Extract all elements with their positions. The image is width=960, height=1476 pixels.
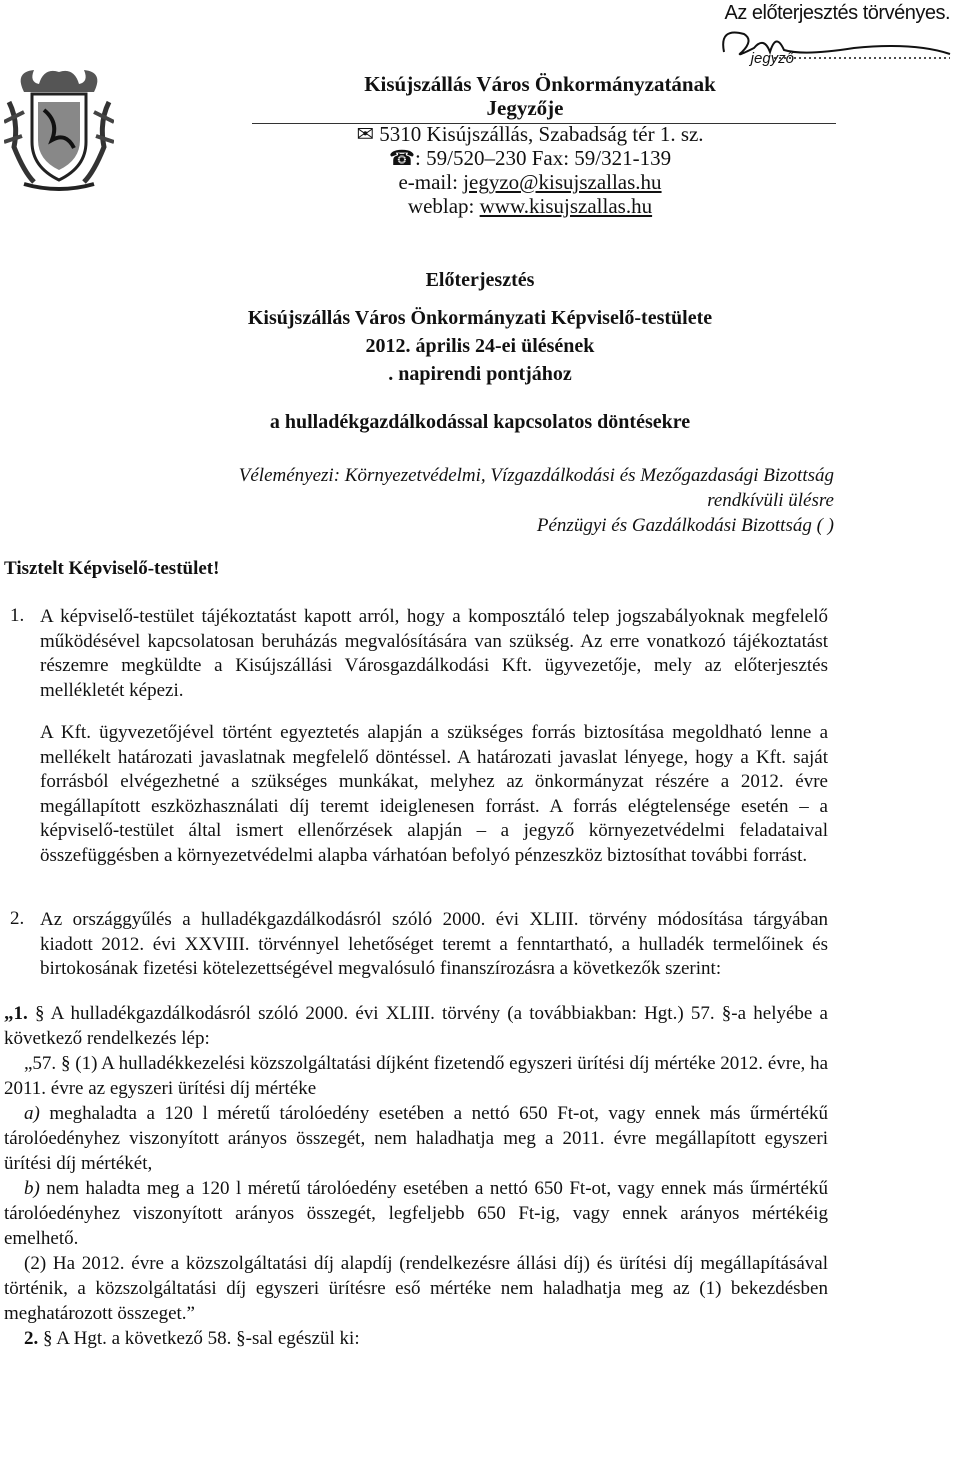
web-link[interactable]: www.kisujszallas.hu: [479, 194, 653, 218]
org-title: Jegyzője: [486, 96, 564, 120]
item1-number: 1.: [10, 605, 25, 626]
point-a: a) meghaladta a 120 l méretű tárolóedény esetében a nettó 650 Ft-ot, vagy ennek más űrmértékű tárolóedényhez viszonyított arányos összegét, nem haladhatja meg a 2011. évre megállapított egyszeri ürítési díj mértékét,: [4, 1103, 828, 1174]
letterhead-divider: [252, 123, 836, 124]
item2-para: Az országgyűlés a hulladékgazdálkodásról szóló 2000. évi XLIII. törvény módosítása tárgyában kiadott 2012. évi XXVIII. törvénnyel lehetőséget teremt a fenntartható, a hulladék termelőinek és birtokosának fizetési kötelezettségével megvalósuló finanszírozásra a következők szerint:: [40, 909, 828, 979]
mail-icon: ✉: [356, 122, 380, 146]
meeting-date: 2012. április 24-ei ülésének: [365, 335, 595, 357]
section2: 2. § A Hgt. a következő 58. §-sal egészül ki:: [24, 1328, 360, 1349]
greeting: Tisztelt Képviselő-testület!: [4, 558, 220, 579]
doc-type: Előterjesztés: [425, 269, 535, 291]
jegyzo-label: jegyző: [750, 50, 794, 67]
agenda-item: . napirendi pontjához: [388, 363, 572, 385]
opinion-line2: rendkívüli ülésre: [707, 490, 834, 511]
opinion-line3: Pénzügyi és Gazdálkodási Bizottság ( ): [536, 515, 834, 536]
paragraph-2: (2) Ha 2012. évre a közszolgáltatási díj alapdíj (rendelkezésre állási díj) és ürítési díj megállapításával történik, a közszolgáltatási díj egyszeri ürítésre eső mértéke nem haladhatja meg az (1) bekezdésben meghatározott összeget.”: [4, 1253, 828, 1324]
email-link[interactable]: jegyzo@kisujszallas.hu: [463, 170, 662, 194]
web-line: weblap: www.kisujszallas.hu: [407, 194, 653, 218]
phone-icon: ☎: [388, 146, 416, 170]
address: ✉ 5310 Kisújszállás, Szabadság tér 1. sz.: [356, 122, 704, 146]
quoted-law-text: [4, 1001, 828, 1351]
opinion-block: [239, 463, 834, 538]
proposal-title-block: [0, 266, 960, 436]
legal-note-text: Az előterjesztés törvényes.: [724, 2, 950, 24]
phone: ☎: 59/520–230 Fax: 59/321-139: [388, 146, 672, 170]
section57: „57. § (1) A hulladékkezelési közszolgáltatási díjként fizetendő egyszeri ürítési díj mértéke 2012. évre, ha 2011. évre az egyszeri ürítési díj mértéke: [4, 1053, 828, 1099]
item1-para2: A Kft. ügyvezetőjével történt egyeztetés alapján a szükséges forrás biztosítása megoldható lenne a mellékelt határozati javaslatnak megfelelő döntéssel. A határozati javaslat lényege, hogy a Kft. saját forrásból elvégezhetné a szükséges munkákat, melyhez az önkormányzat részére a 2012. évre megállapított eszközhasználati díj teremt ideiglenesen forrást. A forrás elégtelensége esetén – a képviselő-testület által ismert ellenőrzések alapján – a jegyző környezetvédelmi feladataival összefüggésben a környezetvédelmi alapba várhatóan befolyó pénzeszköz biztosíthat további forrást.: [40, 722, 828, 866]
section1: „1. § A hulladékgazdálkodásról szóló 2000. évi XLIII. törvény (a továbbiakban: Hgt.) 57. §-a helyébe a következő rendelkezés lép:: [4, 1003, 828, 1049]
org-name: Kisújszállás Város Önkormányzatának: [364, 72, 716, 96]
body-name: Kisújszállás Város Önkormányzati Képviselő-testülete: [247, 307, 713, 329]
subject: a hulladékgazdálkodással kapcsolatos döntésekre: [269, 411, 691, 433]
point-b: b) nem haladta meg a 120 l méretű tárolóedény esetében a nettó 650 Ft-ot, vagy ennek más űrmértékű tárolóedényhez viszonyított arányos összegét, legfeljebb 650 Ft-ig, vagy ennek arányos mértékéig emelhető.: [4, 1178, 828, 1249]
item2-number: 2.: [10, 908, 25, 929]
opinion-line1: Véleményezi: Környezetvédelmi, Vízgazdálkodási és Mezőgazdasági Bizottság: [238, 465, 834, 486]
email-line: e-mail: jegyzo@kisujszallas.hu: [398, 170, 662, 194]
letterhead: [0, 72, 960, 218]
item1-para1: A képviselő-testület tájékoztatást kapott arról, hogy a komposztáló telep jogszabályoknak megfelelő működésével kapcsolatosan beruházás megvalósítására van szükség. Az erre vonatkozó tájékoztatást részemre megküldte a Kisújszállási Városgazdálkodási Kft. ügyvezetője, mely az előterjesztés mellékletét képezi.: [40, 606, 828, 701]
